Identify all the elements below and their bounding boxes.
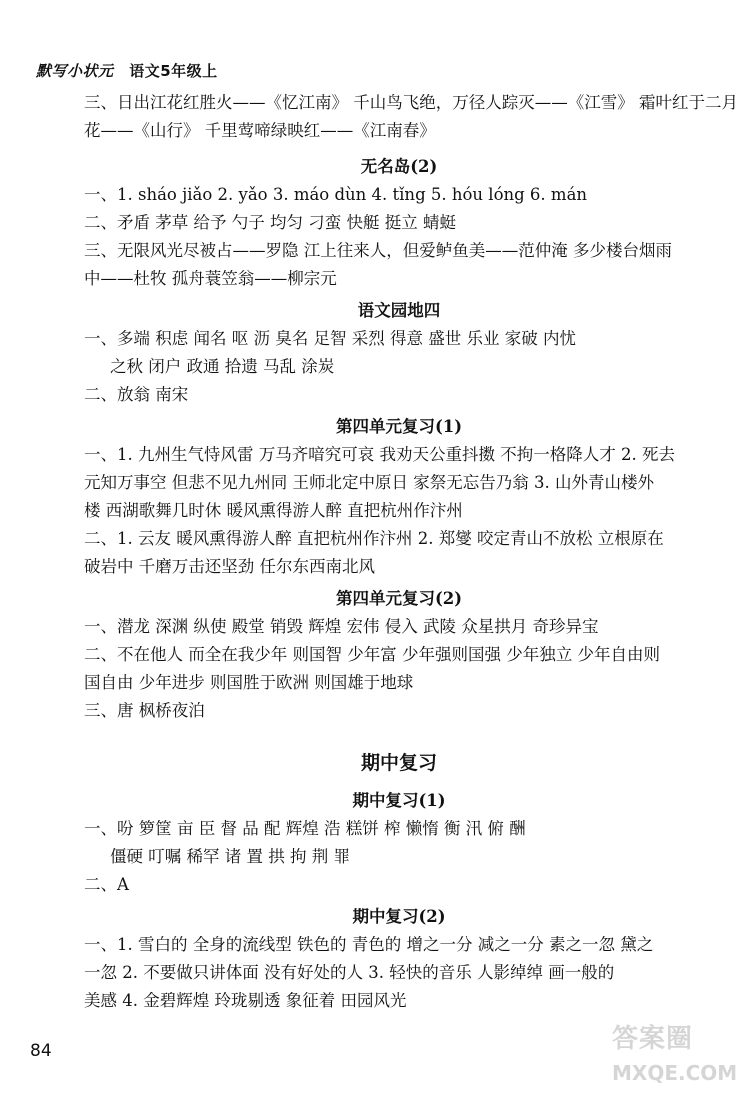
answer-line: 僵硬 叮嘱 稀罕 诸 置 拱 拘 荆 罪 [110,847,350,866]
answer-line: 三、无限风光尽被占——罗隐 江上往来人，但爱鲈鱼美——范仲淹 多少楼台烟雨 [84,241,672,260]
answer-line: 一、潜龙 深渊 纵使 殿堂 销毁 辉煌 宏伟 侵入 武陵 众星拱月 奇珍异宝 [84,617,599,636]
answer-line: 一、1. sháo jiǎo 2. yǎo 3. máo dùn 4. tǐng 5. hóu lóng 6. mán [84,185,588,204]
section-title: 期中复习(2) [352,907,446,926]
page-header [36,60,218,81]
answer-line: 一、1. 雪白的 全身的流线型 铁色的 青色的 增之一分 减之一分 素之一忽 黛之 [84,935,654,954]
watermark-domain: MXQE.COM [612,1061,738,1085]
section-title: 无名岛(2) [360,157,438,176]
watermark-title: 答案圈 [612,1024,694,1054]
answer-line: 一忽 2. 不要做只讲体面 没有好处的人 3. 轻快的音乐 人影绰绰 画一般的 [84,963,615,982]
answer-line: 三、日出江花红胜火——《忆江南》 千山鸟飞绝，万径人踪灭——《江雪》 霜叶红于二月 [84,93,738,112]
answer-line: 二、放翁 南宋 [84,385,189,404]
answer-line: 国自由 少年进步 则国胜于欧洲 则国雄于地球 [84,673,414,692]
answer-line: 一、多端 积虑 闻名 呕 沥 臭名 足智 采烈 得意 盛世 乐业 家破 内忧 [84,329,576,348]
answer-line: 二、不在他人 而全在我少年 则国智 少年富 少年强则国强 少年独立 少年自由则 [84,645,660,664]
answer-line: 二、A [84,875,129,894]
answer-line: 中——杜牧 孤舟蓑笠翁——柳宗元 [84,269,337,288]
section-title: 第四单元复习(1) [335,417,463,436]
answer-line: 一、吩 箩筐 亩 臣 督 品 配 辉煌 浩 糕饼 榨 懒惰 衡 汛 俯 酬 [84,819,526,838]
watermark-logo [612,1018,738,1104]
section-title: 语文园地四 [357,301,441,320]
answer-content [84,89,738,1015]
answer-line: 二、1. 云友 暖风熏得游人醉 直把杭州作汴州 2. 郑燮 咬定青山不放松 立根原在 [84,529,664,548]
section-title: 期中复习(1) [352,791,446,810]
book-brand: 默写小状元 [36,62,114,80]
answer-line: 花——《山行》 千里莺啼绿映红——《江南春》 [84,121,436,140]
book-subject: 语文5年级上 [129,62,218,80]
section-title: 第四单元复习(2) [335,589,463,608]
chapter-title: 期中复习 [360,752,437,774]
page-number: 84 [30,1041,52,1061]
answer-line: 美感 4. 金碧辉煌 玲珑剔透 象征着 田园风光 [84,991,407,1010]
answer-line: 元知万事空 但悲不见九州同 王师北定中原日 家祭无忘告乃翁 3. 山外青山楼外 [84,473,654,492]
answer-line: 楼 西湖歌舞几时休 暖风熏得游人醉 直把杭州作汴州 [84,501,463,520]
answer-line: 一、1. 九州生气恃风雷 万马齐喑究可哀 我劝天公重抖擞 不拘一格降人才 2. 死去 [84,445,675,464]
answer-line: 之秋 闭户 政通 拾遗 马乱 涂炭 [110,357,335,376]
answer-line: 三、唐 枫桥夜泊 [84,701,205,720]
answer-line: 二、矛盾 茅草 给予 勺子 均匀 刁蛮 快艇 挺立 蜻蜓 [84,213,456,232]
answer-line: 破岩中 千磨万击还坚劲 任尔东西南北风 [84,557,375,576]
